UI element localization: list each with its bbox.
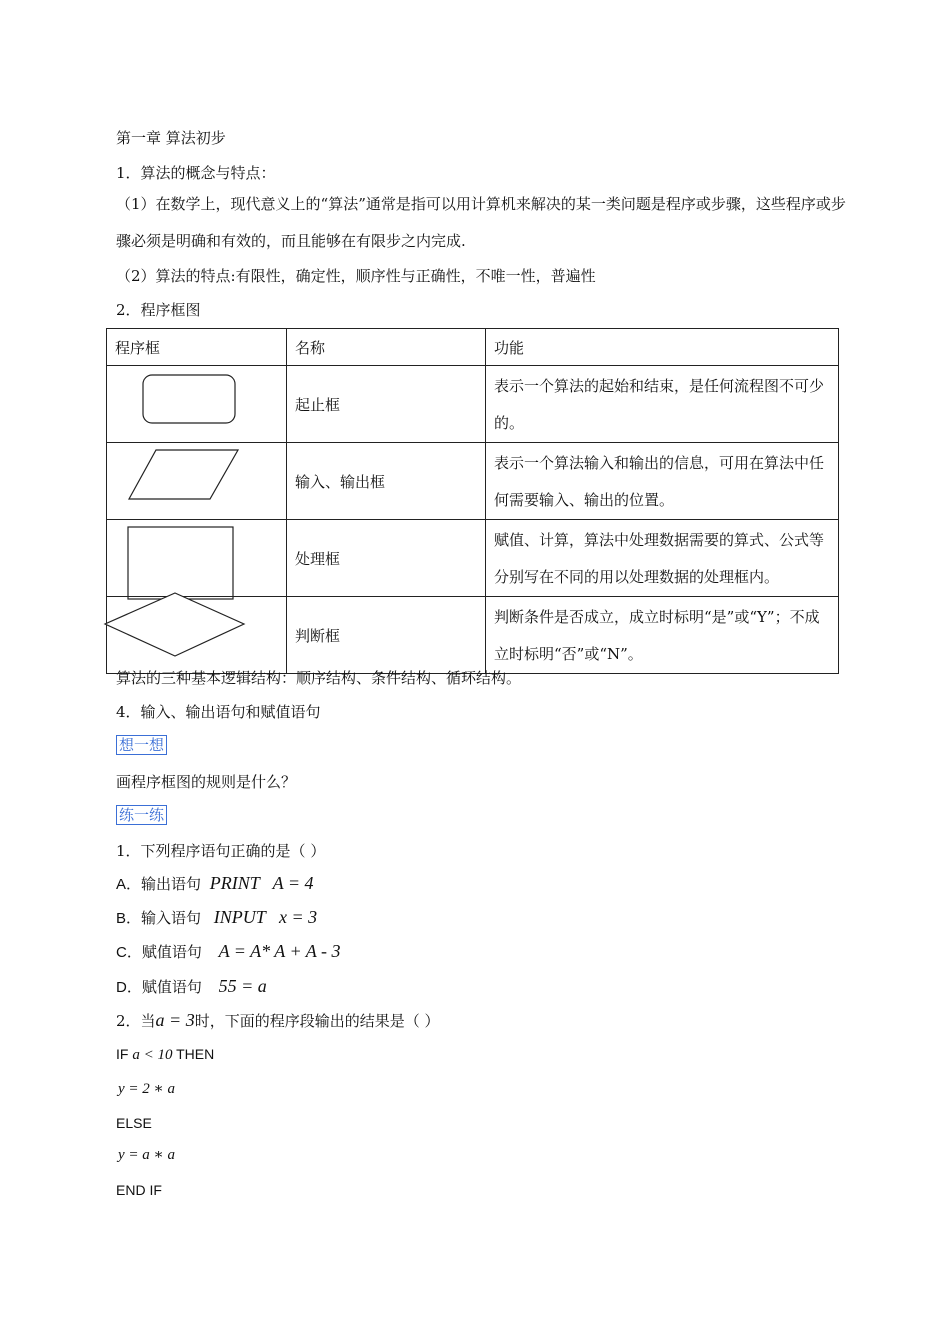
table-cell-name: 处理框: [287, 520, 486, 597]
think-label: 想一想: [116, 735, 167, 755]
diamond-icon: [103, 591, 247, 659]
table-cell-function: 判断条件是否成立，成立时标明“是”或“Y”；不成立时标明“否”或“N”。: [486, 597, 839, 674]
code-line: [116, 1180, 162, 1200]
option-label: D．赋值语句: [116, 979, 202, 996]
table-header-cell: 名称: [287, 329, 486, 366]
section-2-title: 2．程序框图: [116, 301, 201, 319]
section-4-title: 4．输入、输出语句和赋值语句: [116, 703, 321, 721]
table-cell-function: 表示一个算法输入和输出的信息，可用在算法中任何需要输入、输出的位置。: [486, 443, 839, 520]
table-header-cell: 程序框: [107, 329, 287, 366]
section-1-paragraph-1: （1）在数学上，现代意义上的“算法”通常是指可以用计算机来解决的某一类问题是程序或步骤，这些程序或步骤必须是明确和有效的，而且能够在有限步之内完成.: [116, 195, 846, 250]
code-keyword: END IF: [116, 1182, 162, 1198]
table-cell-function: 赋值、计算，算法中处理数据需要的算式、公式等分别写在不同的用以处理数据的处理框内。: [486, 520, 839, 597]
parallelogram-icon: [126, 448, 242, 502]
question-1-option-d: [116, 976, 267, 998]
question-1-stem: 1．下列程序语句正确的是（ ）: [116, 842, 326, 860]
question-2-condition: a = 3: [155, 1010, 195, 1030]
section-1-title: 1．算法的概念与特点：: [116, 164, 276, 182]
code-keyword: THEN: [176, 1046, 215, 1062]
table-cell-function: 表示一个算法的起始和结束，是任何流程图不可少的。: [486, 366, 839, 443]
code-line: [116, 1044, 214, 1065]
table-cell-name: 判断框: [287, 597, 486, 674]
code-math: a < 10: [132, 1047, 173, 1063]
section-1-paragraph-2: （2）算法的特点:有限性，确定性，顺序性与正确性，不唯一性，普遍性: [116, 267, 596, 285]
code-keyword: ELSE: [116, 1115, 152, 1131]
rounded-rectangle-icon: [142, 374, 238, 426]
table-cell-name: 起止框: [287, 366, 486, 443]
table-header-cell: 功能: [486, 329, 839, 366]
option-math: 55 = a: [218, 976, 267, 996]
code-line: [118, 1078, 175, 1099]
table-header-row: [107, 329, 839, 366]
think-question: 画程序框图的规则是什么？: [116, 773, 297, 791]
question-1-option-a: [116, 873, 313, 895]
table-cell-name: 输入、输出框: [287, 443, 486, 520]
question-2-prefix: 2．当: [116, 1012, 156, 1030]
chapter-title: 第一章 算法初步: [116, 129, 226, 147]
question-2-suffix: 时，下面的程序段输出的结果是（ ）: [194, 1012, 440, 1030]
think-label-row: [116, 735, 167, 755]
practice-label-row: [116, 805, 167, 825]
option-math: A = A* A + A - 3: [218, 941, 341, 961]
code-line: [118, 1144, 175, 1165]
practice-label: 练一练: [116, 805, 167, 825]
question-1-option-b: [116, 907, 317, 929]
code-math: y = a ∗ a: [118, 1147, 175, 1163]
section-3-text: 算法的三种基本逻辑结构：顺序结构、条件结构、循环结构。: [116, 669, 522, 687]
question-2-stem: [116, 1010, 439, 1031]
option-label: B．输入语句: [116, 910, 202, 927]
option-label: A．输出语句: [116, 876, 202, 893]
option-math: INPUT x = 3: [213, 907, 318, 927]
code-line: [116, 1113, 152, 1133]
option-math: PRINT A = 4: [209, 873, 314, 893]
option-label: C．赋值语句: [116, 944, 202, 961]
code-math: y = 2 ∗ a: [118, 1081, 175, 1097]
question-1-option-c: [116, 941, 340, 963]
code-keyword: IF: [116, 1046, 129, 1062]
